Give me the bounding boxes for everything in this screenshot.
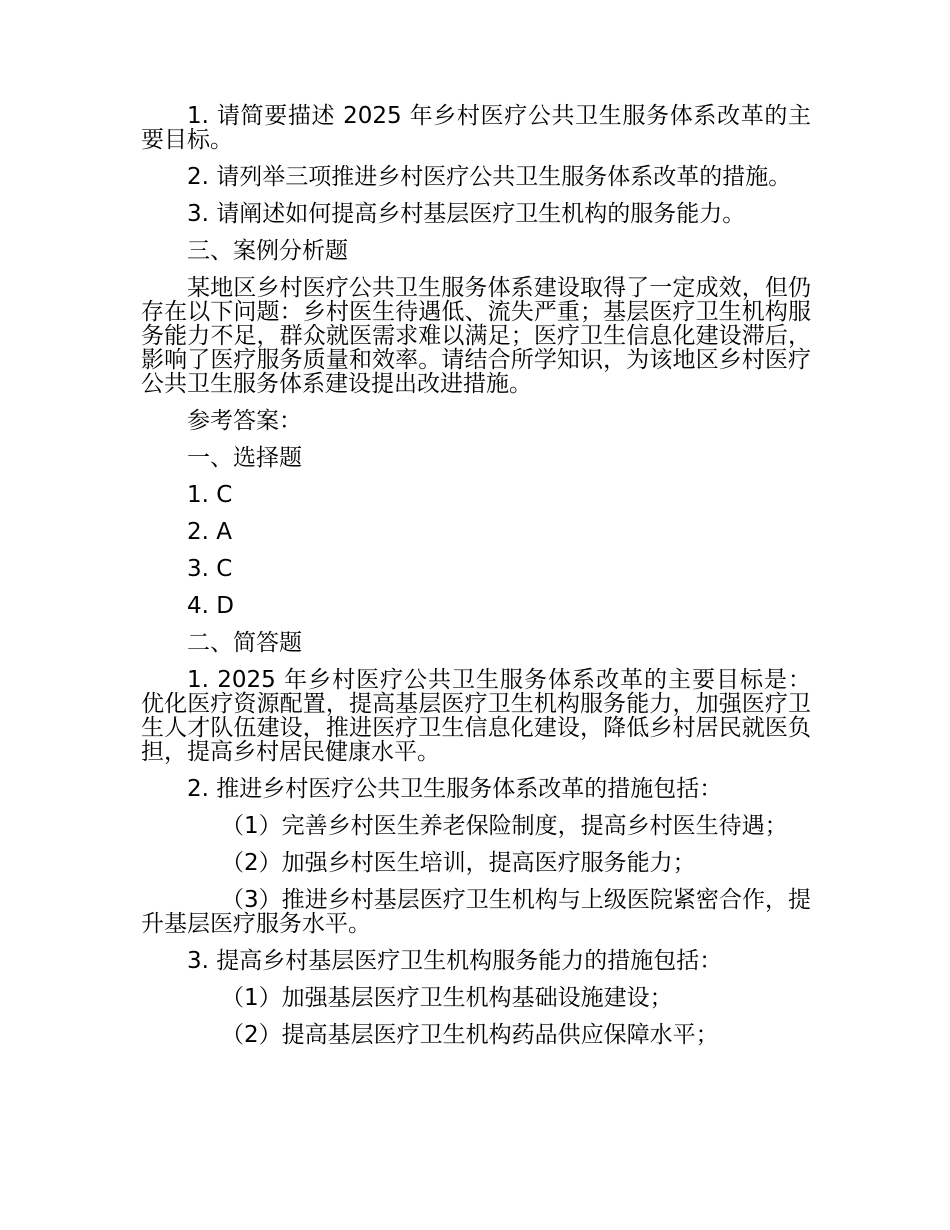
answer-2-1: 1. 2025 年乡村医疗公共卫生服务体系改革的主要目标是：优化医疗资源配置，提高基层医疗卫生机构服务能力，加强医疗卫生人才队伍建设，推进医疗卫生信息化建设，降低乡村居民就医负担，提高乡村居民健康水平。 [141, 667, 811, 765]
answer-1-4: 4. D [187, 593, 234, 619]
answers-heading: 参考答案： [187, 408, 302, 434]
answer-2-3-item-2: （2）提高基层医疗卫生机构药品供应保障水平； [221, 1022, 719, 1048]
answer-1-1: 1. C [187, 482, 233, 508]
answer-2-2: 2. 推进乡村医疗公共卫生服务体系改革的措施包括： [187, 776, 723, 802]
answers-section-1-heading: 一、选择题 [187, 445, 302, 471]
question-2-3: 3. 请阐述如何提高乡村基层医疗卫生机构的服务能力。 [187, 201, 746, 227]
answer-2-2-item-1: （1）完善乡村医生养老保险制度，提高乡村医生待遇； [221, 813, 788, 839]
question-2-2: 2. 请列举三项推进乡村医疗公共卫生服务体系改革的措施。 [187, 164, 792, 190]
answer-2-2-item-2: （2）加强乡村医生培训，提高医疗服务能力； [221, 850, 696, 876]
answer-2-2-item-3: （3）推进乡村基层医疗卫生机构与上级医院紧密合作，提升基层医疗服务水平。 [141, 887, 811, 937]
answer-2-3-item-1: （1）加强基层医疗卫生机构基础设施建设； [221, 985, 673, 1011]
answers-section-2-heading: 二、简答题 [187, 630, 302, 656]
section-3-heading: 三、案例分析题 [187, 238, 348, 264]
document-page [141, 104, 811, 1060]
answer-1-3: 3. C [187, 556, 233, 582]
answer-1-2: 2. A [187, 519, 232, 545]
answer-2-3: 3. 提高乡村基层医疗卫生机构服务能力的措施包括： [187, 948, 723, 974]
case-study-text: 某地区乡村医疗公共卫生服务体系建设取得了一定成效，但仍存在以下问题：乡村医生待遇低、流失严重；基层医疗卫生机构服务能力不足，群众就医需求难以满足；医疗卫生信息化建设滞后，影响了医疗服务质量和效率。请结合所学知识，为该地区乡村医疗公共卫生服务体系建设提出改进措施。 [141, 275, 811, 397]
question-2-1: 1. 请简要描述 2025 年乡村医疗公共卫生服务体系改革的主要目标。 [141, 103, 811, 153]
